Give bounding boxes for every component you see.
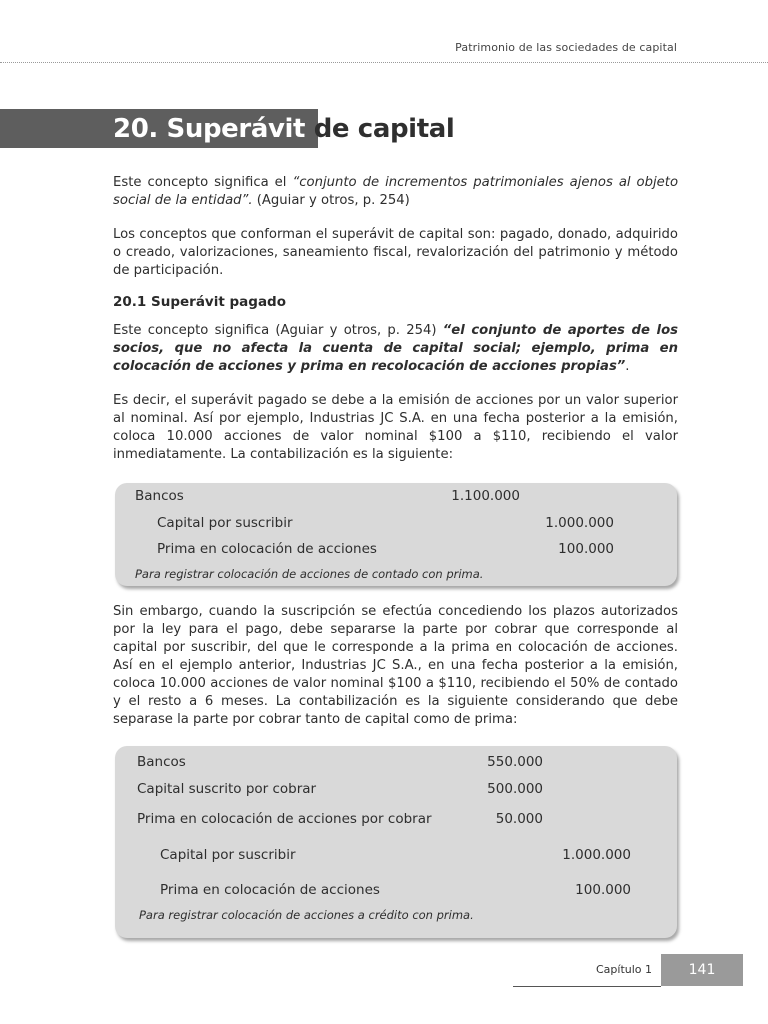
entry-note: Para registrar colocación de acciones de contado con prima. [135,567,484,581]
entry-row-credit: 1.000.000 [562,847,631,863]
paragraph-definition-citation: (Aguiar y otros, p. 254) [252,193,410,208]
entry-row-account: Capital por suscribir [160,847,296,863]
entry-row-credit: 100.000 [575,882,631,898]
entry-row-account: Prima en colocación de acciones [160,882,380,898]
journal-entry-cash [115,483,677,586]
paragraph-paid-end: . [625,359,630,374]
entry-row-account: Bancos [137,754,186,770]
paragraph-concepts: Los conceptos que conforman el superávit de capital son: pagado, donado, adquirido o creado, valorizaciones, saneamiento fiscal, revalorización del patrimonio y método de participación. [113,227,678,278]
paragraph-paid-surplus-definition [113,322,678,376]
entry-row-debit: 1.100.000 [451,488,520,504]
footer-chapter-label: Capítulo 1 [596,963,653,976]
paragraph-paid-quote: “el conjunto de aportes de los socios, que no afecta la cuenta de capital social; ejemplo, prima en colocación de acciones y prima en recolocación de acciones propias” [113,323,678,374]
paragraph-paid-intro: Este concepto significa (Aguiar y otros, p. 254) [113,323,443,338]
paragraph-definition [113,174,678,210]
paragraph-example-cash: Es decir, el superávit pagado se debe a la emisión de acciones por un valor superior al nominal. Así por ejemplo, Industrias JC S.A. en una fecha posterior a la emisión, coloca 10.000 acciones de valor nominal $100 a $110, recibiendo el valor inmediatamente. La contabilización es la siguiente: [113,393,678,462]
paragraph-definition-quote: “conjunto de incrementos patrimoniales ajenos al objeto social de la entidad”. [113,175,679,208]
page-number: 141 [661,954,743,986]
entry-row-credit: 100.000 [558,541,614,557]
section-heading: 20.1 Superávit pagado [113,294,286,310]
chapter-title-rest: de capital [305,114,455,144]
entry-row-account: Capital suscrito por cobrar [137,781,317,797]
entry-row-account: Capital por suscribir [157,515,293,531]
paragraph-definition-intro: Este concepto significa el [113,175,293,190]
chapter-title [113,109,454,148]
chapter-number: 20. [113,114,158,144]
entry-row-account: Bancos [135,488,184,504]
header-divider [0,62,768,63]
journal-entry-credit [115,746,677,938]
entry-row-debit: 500.000 [487,781,543,797]
entry-row-debit: 550.000 [487,754,543,770]
entry-row-credit: 1.000.000 [545,515,614,531]
entry-row-account: Prima en colocación de acciones por cobrar [137,811,432,827]
paragraph-example-credit: Sin embargo, cuando la suscripción se efectúa concediendo los plazos autorizados por la ley para el pago, debe separarse la parte por cobrar que corresponde al capital por suscribir, del que le corresponde a la prima en colocación de acciones. Así en el ejemplo anterior, Industrias JC S.A., en una fecha posterior a la emisión, coloca 10.000 acciones de valor nominal $100 a $110, recibiendo el 50% de contado y el resto a 6 meses. La contabilización es la siguiente considerando que debe separase la parte por cobrar tanto de capital como de prima: [113,604,678,727]
entry-row-account: Prima en colocación de acciones [157,541,377,557]
footer-divider [513,986,661,987]
chapter-title-highlight: Superávit [166,114,306,144]
entry-note: Para registrar colocación de acciones a crédito con prima. [139,908,474,922]
entry-row-debit: 50.000 [495,811,543,827]
running-header: Patrimonio de las sociedades de capital [455,41,677,54]
